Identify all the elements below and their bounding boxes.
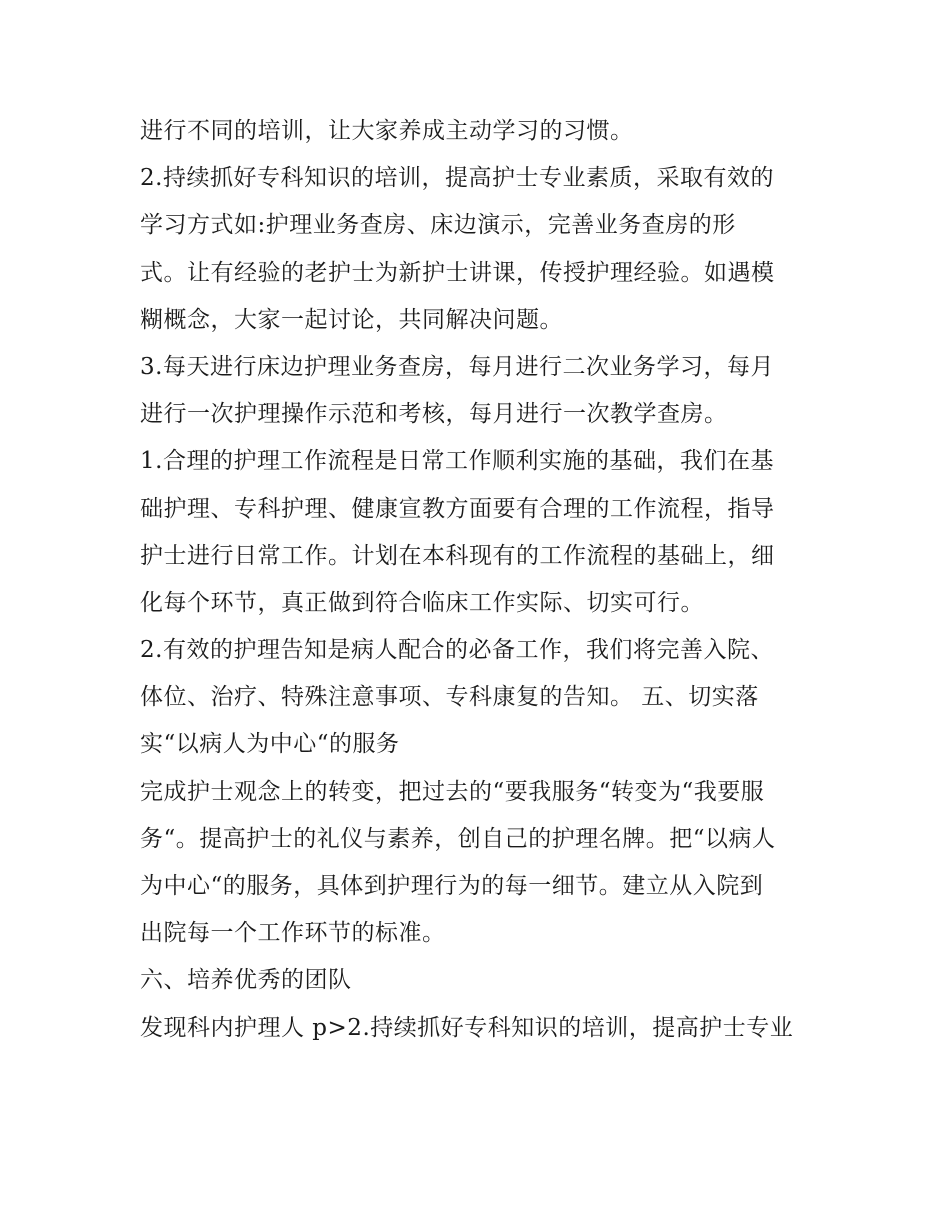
- text-line: 护士进行日常工作。计划在本科现有的工作流程的基础上，细: [140, 542, 775, 569]
- text-line: 糊概念，大家一起讨论，共同解决问题。: [140, 306, 563, 333]
- text-line: 为中心“的服务，具体到护理行为的每一细节。建立从入院到: [140, 873, 764, 899]
- text-line: 六、培养优秀的团队: [140, 967, 352, 994]
- text-line: 2.持续抓好专科知识的培训，提高护士专业素质，采取有效的: [140, 165, 774, 192]
- text-line: 发现科内护理人 p>2.持续抓好专科知识的培训，提高护士专业: [140, 1014, 794, 1041]
- text-line: 进行不同的培训，让大家养成主动学习的习惯。: [140, 118, 634, 144]
- text-line: 式。让有经验的老护士为新护士讲课，传授护理经验。如遇模: [140, 259, 775, 286]
- text-line: 体位、治疗、特殊注意事项、专科康复的告知。 五、切实落: [140, 684, 759, 711]
- text-line: 完成护士观念上的转变，把过去的“要我服务“转变为“我要服: [140, 778, 765, 805]
- text-line: 3.每天进行床边护理业务查房，每月进行二次业务学习，每月: [140, 353, 774, 380]
- text-line: 化每个环节，真正做到符合临床工作实际、切实可行。: [140, 589, 704, 616]
- text-line: 1.合理的护理工作流程是日常工作顺利实施的基础，我们在基: [140, 448, 774, 475]
- text-line: 学习方式如:护理业务查房、床边演示，完善业务查房的形: [140, 212, 736, 239]
- text-line: 实“以病人为中心“的服务: [140, 731, 400, 758]
- text-line: 础护理、专科护理、健康宣教方面要有合理的工作流程，指导: [140, 495, 775, 522]
- text-line: 务“。提高护士的礼仪与素养，创自己的护理名牌。把“以病人: [140, 825, 776, 852]
- text-line: 出院每一个工作环节的标准。: [140, 920, 446, 947]
- document-body: [140, 108, 830, 1052]
- text-line: 进行一次护理操作示范和考核，每月进行一次教学查房。: [140, 401, 728, 428]
- text-line: 2.有效的护理告知是病人配合的必备工作，我们将完善入院、: [140, 637, 774, 664]
